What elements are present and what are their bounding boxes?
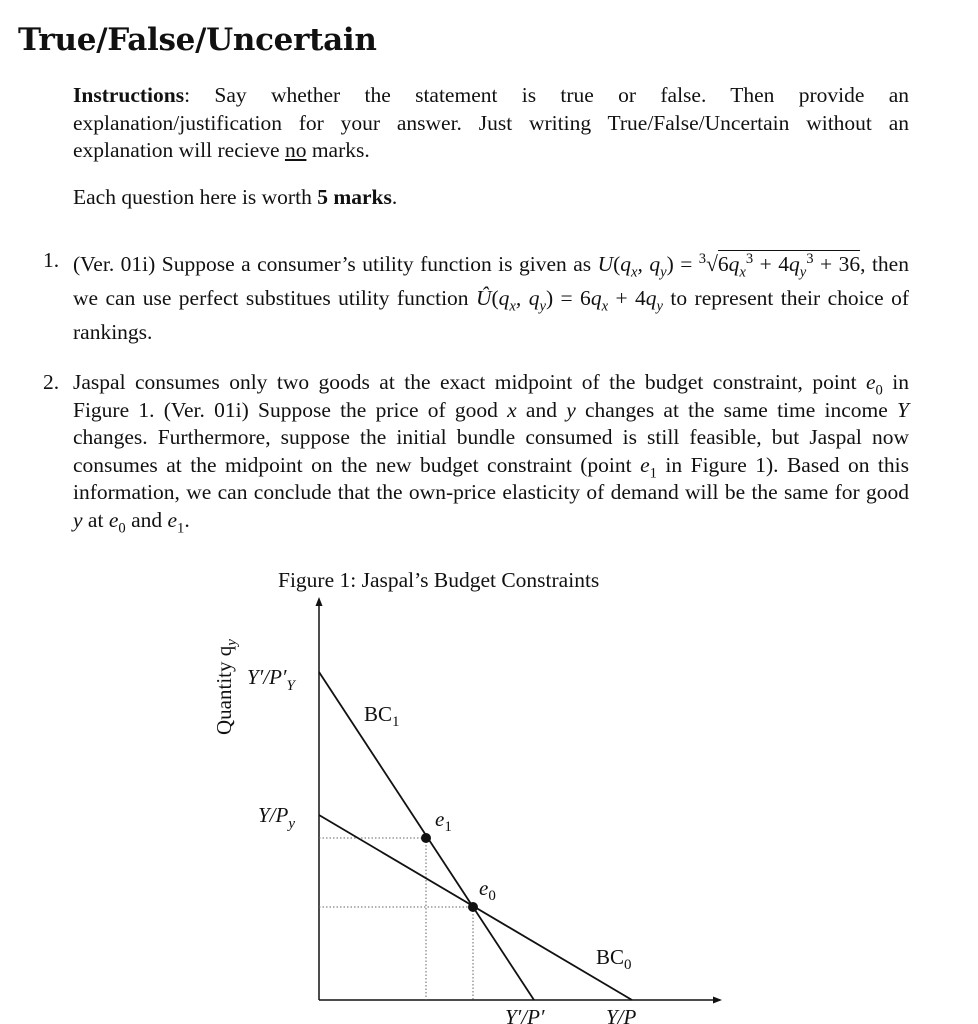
question-2-number: 2. (43, 370, 60, 394)
page-title: True/False/Uncertain (18, 22, 377, 58)
instructions-text: : Say whether the statement is true or false. Then provide an explanation/justification for your answer. Just writing True/False/Uncertain without an explanation will recieve (73, 83, 909, 162)
point-e1: $e_1$ (640, 452, 657, 481)
marks-note-bold: 5 marks (317, 185, 392, 209)
income-Y: Y (897, 397, 909, 422)
question-1-number: 1. (43, 248, 60, 272)
e1-label: $e_1$ (435, 807, 452, 835)
y-intercept-old-label: $Y/P_y$ (258, 803, 296, 832)
q2-text-g: at (82, 507, 109, 532)
utility-function-args: ($q_x$, $q_y) = ^3√6q_x^3 + 4q_y^3 + 36$, (613, 250, 866, 281)
q2-text-b: in Figure 1. (Ver. 01i) Suppose the price of good (73, 370, 909, 422)
q2-text-e: changes. Furthermore, suppose the initial bundle consumed is still feasible, but Jaspal now consumes at the midpoint on the new budget constraint (point (73, 425, 909, 477)
y-axis-arrow-icon (316, 597, 323, 606)
marks-note-end: . (391, 185, 398, 209)
instructions-underlined-word: no (284, 138, 307, 162)
point-e1-2: $e_1$ (167, 507, 185, 536)
bc0-label: $BC_0$ (596, 945, 632, 973)
good-y: y (566, 397, 576, 422)
marks-note-text: Each question here is worth (73, 185, 318, 209)
good-y-2: y (73, 507, 83, 532)
e0-label: $e_0$ (479, 876, 496, 904)
instructions-label: Instructions (73, 83, 185, 107)
question-1-part1: (Ver. 01i) Suppose a consumer’s utility function is given as (73, 252, 598, 276)
x-intercept-new-label: Y′/P′ (505, 1005, 545, 1024)
bc1-label: $BC_1$ (364, 702, 400, 730)
question-1-part2: then we can use perfect substitues utility function (73, 252, 909, 310)
q2-text-f: in Figure 1). Based on this information, we can conclude that the own-price elasticity of demand will be the same for good (73, 452, 909, 504)
instructions-text-end: marks. (306, 138, 370, 162)
e0-point (468, 902, 478, 912)
q2-text-h: and (125, 507, 168, 532)
q2-text-a: Jaspal consumes only two goods at the exact midpoint of the budget constraint, point (73, 370, 866, 394)
good-x: x (507, 397, 517, 422)
question-1-part3: to represent their choice of rankings. (73, 286, 909, 344)
e1-point (421, 833, 431, 843)
x-axis-arrow-icon (713, 997, 722, 1004)
point-e0-2: $e_0$ (108, 507, 126, 536)
substitutes-formula: $Û(q_x$, $q_y) = 6q_x + 4q_y$ (475, 286, 663, 315)
y-intercept-new-label: $Y'/P'_Y$ (247, 665, 295, 694)
point-e0: $e_0$ (865, 370, 883, 399)
q2-text-c: and (516, 397, 567, 422)
q2-text-d: changes at the same time income (575, 397, 898, 422)
q2-text-i: . (184, 507, 190, 532)
figure-caption: Figure 1: Jaspal’s Budget Constraints (278, 568, 600, 592)
x-intercept-old-label: Y/P (606, 1005, 637, 1024)
y-axis-label: Quantity $q_y$ (212, 639, 240, 735)
utility-function-formula: U (597, 252, 614, 276)
